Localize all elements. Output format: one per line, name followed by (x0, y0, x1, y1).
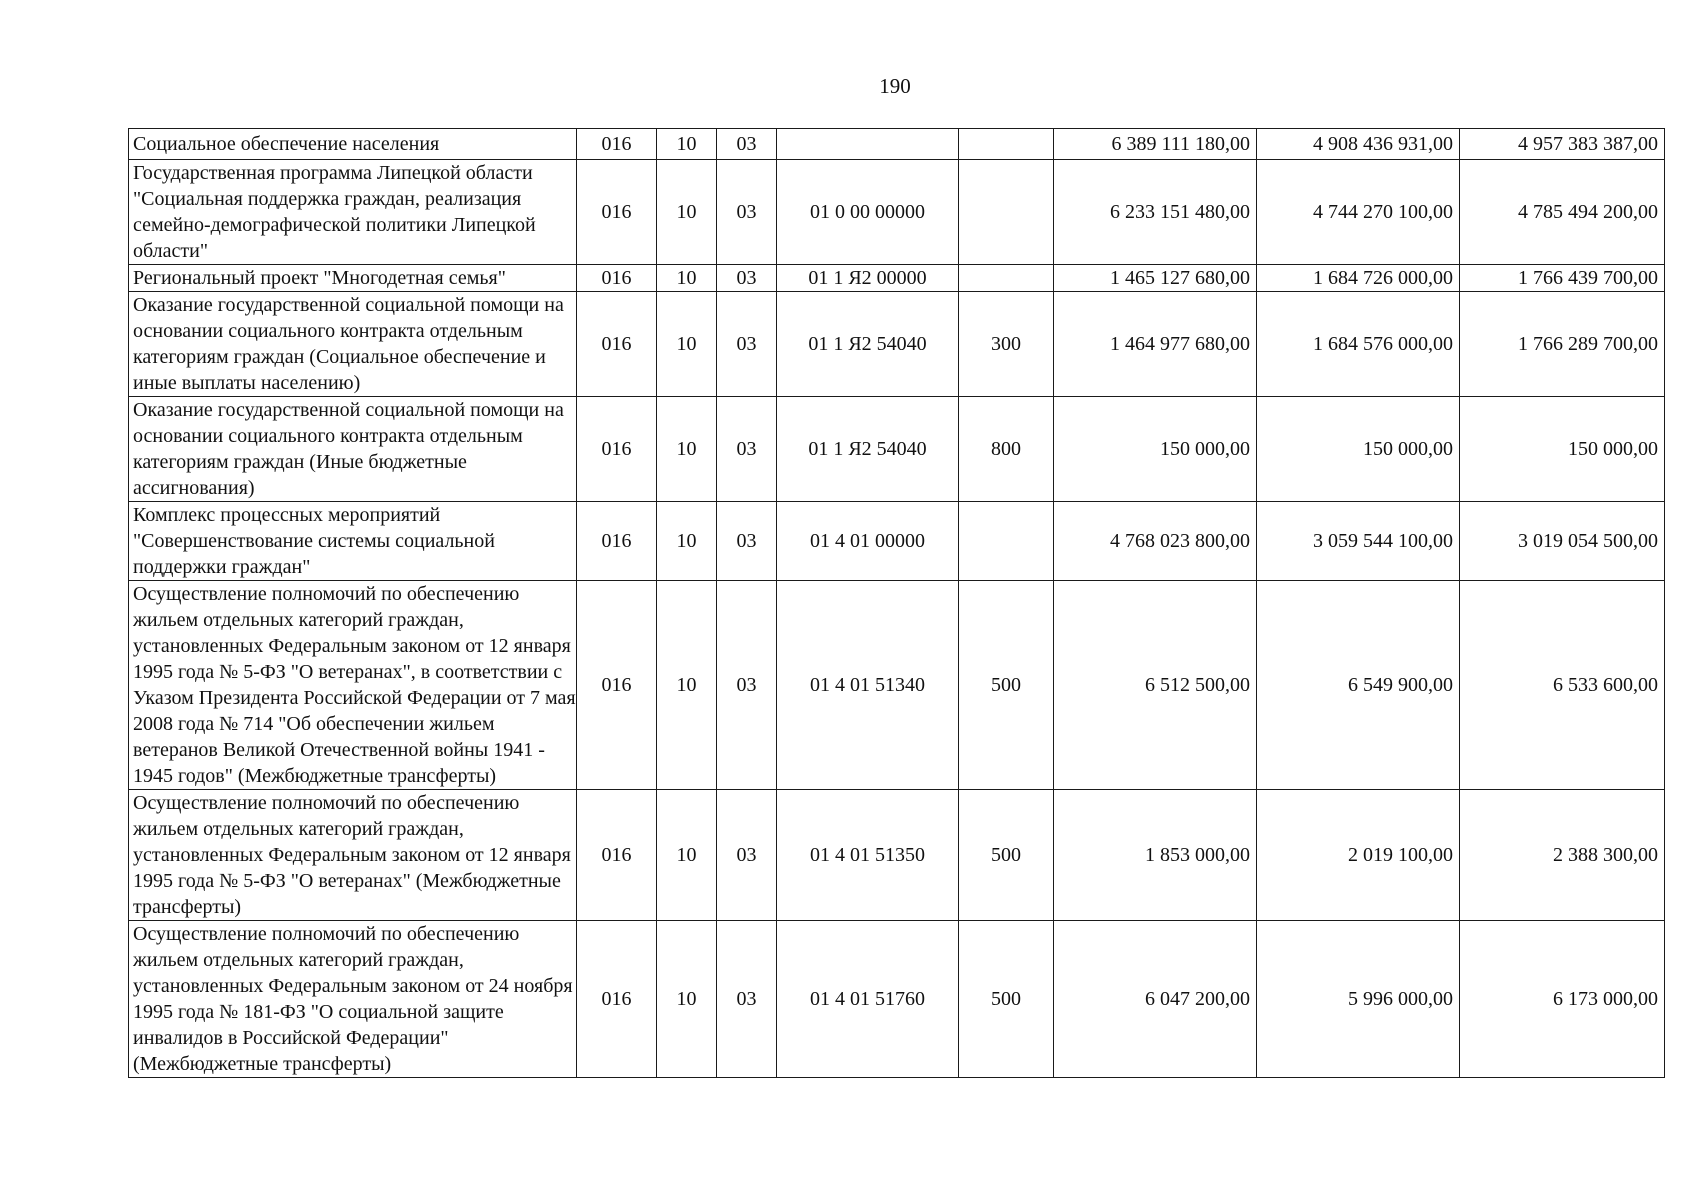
table-row (129, 292, 1665, 397)
row-name: Комплекс процессных мероприятий "Совершенствование системы социальной поддержки граждан" (129, 502, 577, 581)
row-name: Осуществление полномочий по обеспечению жильем отдельных категорий граждан, установленных Федеральным законом от 24 ноября 1995 года № 181-ФЗ "О социальной защите инвалидов в Российской Федерации" (Межбюджетные трансферты) (129, 921, 577, 1078)
table-row (129, 129, 1665, 160)
expense-type-code (959, 129, 1054, 160)
section-code: 10 (657, 397, 717, 502)
table-row (129, 581, 1665, 790)
expense-type-code: 300 (959, 292, 1054, 397)
section-code: 10 (657, 292, 717, 397)
amount-year-2: 6 549 900,00 (1257, 581, 1460, 790)
section-code: 10 (657, 265, 717, 292)
amount-year-2: 4 744 270 100,00 (1257, 160, 1460, 265)
subsection-code: 03 (717, 581, 777, 790)
amount-year-1: 6 512 500,00 (1054, 581, 1257, 790)
subsection-code: 03 (717, 790, 777, 921)
ministry-code: 016 (577, 397, 657, 502)
expense-type-code: 800 (959, 397, 1054, 502)
target-article-code: 01 1 Я2 54040 (777, 292, 959, 397)
subsection-code: 03 (717, 265, 777, 292)
amount-year-3: 2 388 300,00 (1460, 790, 1665, 921)
target-article-code (777, 129, 959, 160)
section-code: 10 (657, 790, 717, 921)
amount-year-3: 4 957 383 387,00 (1460, 129, 1665, 160)
target-article-code: 01 4 01 00000 (777, 502, 959, 581)
amount-year-1: 4 768 023 800,00 (1054, 502, 1257, 581)
expense-type-code (959, 265, 1054, 292)
row-name: Государственная программа Липецкой области "Социальная поддержка граждан, реализация семейно-демографической политики Липецкой области" (129, 160, 577, 265)
subsection-code: 03 (717, 292, 777, 397)
row-name: Оказание государственной социальной помощи на основании социального контракта отдельным категориям граждан (Иные бюджетные ассигнования) (129, 397, 577, 502)
row-name: Осуществление полномочий по обеспечению жильем отдельных категорий граждан, установленных Федеральным законом от 12 января 1995 года № 5-ФЗ "О ветеранах", в соответствии с Указом Президента Российской Федерации от 7 мая 2008 года № 714 "Об обеспечении жильем ветеранов Великой Отечественной войны 1941 - 1945 годов" (Межбюджетные трансферты) (129, 581, 577, 790)
expense-type-code (959, 160, 1054, 265)
row-name: Осуществление полномочий по обеспечению жильем отдельных категорий граждан, установленных Федеральным законом от 12 января 1995 года № 5-ФЗ "О ветеранах" (Межбюджетные трансферты) (129, 790, 577, 921)
ministry-code: 016 (577, 502, 657, 581)
amount-year-1: 150 000,00 (1054, 397, 1257, 502)
amount-year-1: 1 853 000,00 (1054, 790, 1257, 921)
target-article-code: 01 1 Я2 00000 (777, 265, 959, 292)
ministry-code: 016 (577, 265, 657, 292)
section-code: 10 (657, 129, 717, 160)
target-article-code: 01 0 00 00000 (777, 160, 959, 265)
amount-year-2: 150 000,00 (1257, 397, 1460, 502)
amount-year-2: 1 684 576 000,00 (1257, 292, 1460, 397)
amount-year-2: 1 684 726 000,00 (1257, 265, 1460, 292)
amount-year-1: 1 465 127 680,00 (1054, 265, 1257, 292)
page-number: 190 (879, 74, 911, 98)
ministry-code: 016 (577, 129, 657, 160)
table-row (129, 160, 1665, 265)
expense-type-code (959, 502, 1054, 581)
subsection-code: 03 (717, 160, 777, 265)
subsection-code: 03 (717, 397, 777, 502)
amount-year-3: 4 785 494 200,00 (1460, 160, 1665, 265)
section-code: 10 (657, 581, 717, 790)
ministry-code: 016 (577, 921, 657, 1078)
amount-year-1: 6 233 151 480,00 (1054, 160, 1257, 265)
subsection-code: 03 (717, 921, 777, 1078)
table-row (129, 502, 1665, 581)
row-name: Социальное обеспечение населения (129, 129, 577, 160)
amount-year-2: 4 908 436 931,00 (1257, 129, 1460, 160)
table-row (129, 790, 1665, 921)
section-code: 10 (657, 921, 717, 1078)
target-article-code: 01 4 01 51350 (777, 790, 959, 921)
amount-year-3: 3 019 054 500,00 (1460, 502, 1665, 581)
amount-year-2: 5 996 000,00 (1257, 921, 1460, 1078)
table-row (129, 397, 1665, 502)
ministry-code: 016 (577, 790, 657, 921)
amount-year-3: 1 766 439 700,00 (1460, 265, 1665, 292)
target-article-code: 01 4 01 51340 (777, 581, 959, 790)
target-article-code: 01 1 Я2 54040 (777, 397, 959, 502)
expense-type-code: 500 (959, 581, 1054, 790)
row-name: Региональный проект "Многодетная семья" (129, 265, 577, 292)
section-code: 10 (657, 160, 717, 265)
ministry-code: 016 (577, 292, 657, 397)
amount-year-2: 2 019 100,00 (1257, 790, 1460, 921)
table-row (129, 921, 1665, 1078)
expense-type-code: 500 (959, 921, 1054, 1078)
amount-year-3: 150 000,00 (1460, 397, 1665, 502)
amount-year-1: 6 047 200,00 (1054, 921, 1257, 1078)
row-name: Оказание государственной социальной помощи на основании социального контракта отдельным категориям граждан (Социальное обеспечение и иные выплаты населению) (129, 292, 577, 397)
expense-type-code: 500 (959, 790, 1054, 921)
table-row (129, 265, 1665, 292)
ministry-code: 016 (577, 160, 657, 265)
amount-year-1: 6 389 111 180,00 (1054, 129, 1257, 160)
amount-year-3: 6 533 600,00 (1460, 581, 1665, 790)
amount-year-2: 3 059 544 100,00 (1257, 502, 1460, 581)
amount-year-3: 1 766 289 700,00 (1460, 292, 1665, 397)
budget-table (128, 128, 1665, 1078)
target-article-code: 01 4 01 51760 (777, 921, 959, 1078)
subsection-code: 03 (717, 129, 777, 160)
section-code: 10 (657, 502, 717, 581)
ministry-code: 016 (577, 581, 657, 790)
amount-year-3: 6 173 000,00 (1460, 921, 1665, 1078)
amount-year-1: 1 464 977 680,00 (1054, 292, 1257, 397)
subsection-code: 03 (717, 502, 777, 581)
